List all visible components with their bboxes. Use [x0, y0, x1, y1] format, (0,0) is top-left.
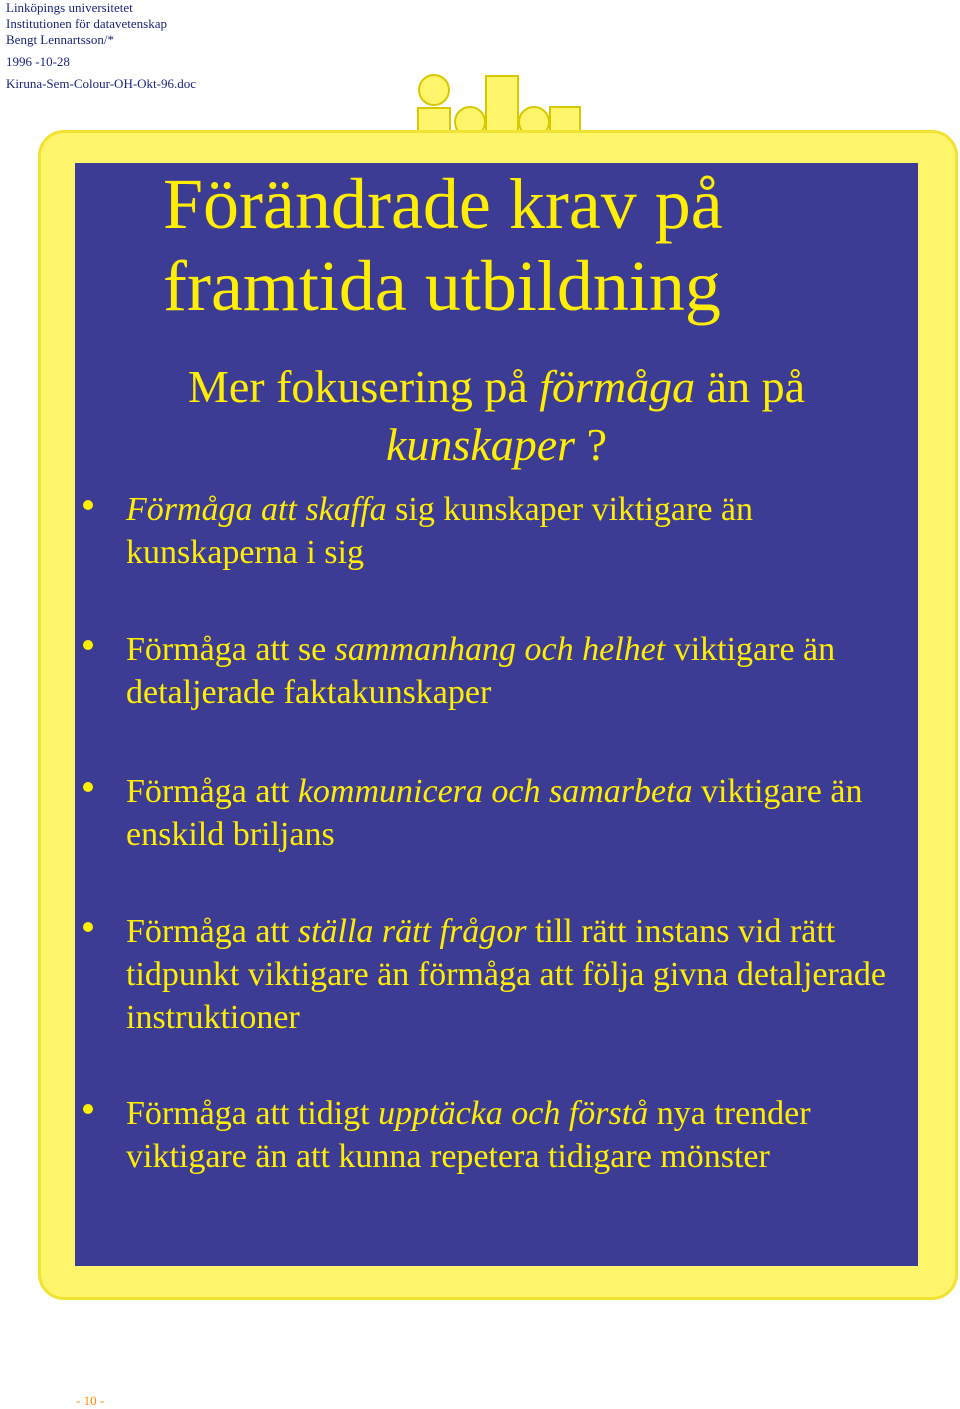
subtitle-emphasis: kunskaper [386, 419, 576, 470]
bullet-text: viktigare än enskild briljans [126, 773, 863, 853]
subtitle-text: ? [575, 419, 607, 470]
bullet-dot-icon [83, 1104, 93, 1114]
bullet-emphasis: sammanhang och helhet [334, 631, 666, 668]
bullet-text: Förmåga att [126, 913, 298, 950]
bullet-text: nya trender viktigare än att kunna repetera tidigare mönster [126, 1095, 811, 1175]
bullet-text: viktigare än detaljerade faktakunskaper [126, 631, 836, 711]
slide-subtitle [75, 358, 918, 474]
page-number: - 10 - [76, 1393, 105, 1408]
bullet-text: till rätt instans vid rätt tidpunkt viktigare än förmåga att följa givna detaljerade instruktioner [126, 913, 886, 1036]
subtitle-text: Mer fokusering på [187, 361, 540, 412]
slide-panel [75, 163, 918, 1266]
document-filename: Kiruna-Sem-Colour-OH-Okt-96.doc [6, 76, 197, 91]
document-date: 1996 -10-28 [6, 54, 70, 69]
bullet-dot-icon [83, 500, 93, 510]
bullet-dot-icon [83, 640, 93, 650]
ida-logo-icon [412, 74, 582, 138]
bullet-dot-icon [83, 922, 93, 932]
bullet-emphasis: upptäcka och förstå [378, 1095, 649, 1132]
subtitle-text: än på [695, 361, 806, 412]
bullet-emphasis: ställa rätt frågor [297, 913, 527, 950]
university-name: Linköpings universitetet [6, 0, 133, 15]
bullet-emphasis: kommunicera och samarbeta [297, 773, 693, 810]
slide-title [163, 163, 903, 327]
bullet-emphasis: Förmåga att skaffa [126, 491, 387, 528]
bullet-text: Förmåga att tidigt [126, 1095, 379, 1132]
author-name: Bengt Lennartsson/* [6, 32, 114, 47]
slide-title-line-2: framtida utbildning [163, 246, 721, 326]
slide-title-line-1: Förändrade krav på [163, 164, 723, 244]
subtitle-emphasis: förmåga [539, 361, 696, 412]
bullet-text: Förmåga att [126, 773, 298, 810]
bullet-text: sig kunskaper viktigare än kunskaperna i sig [126, 491, 754, 571]
department-name: Institutionen för datavetenskap [6, 16, 168, 31]
bullet-dot-icon [83, 782, 93, 792]
document-header [6, 0, 196, 92]
bullet-text: Förmåga att se [126, 631, 335, 668]
